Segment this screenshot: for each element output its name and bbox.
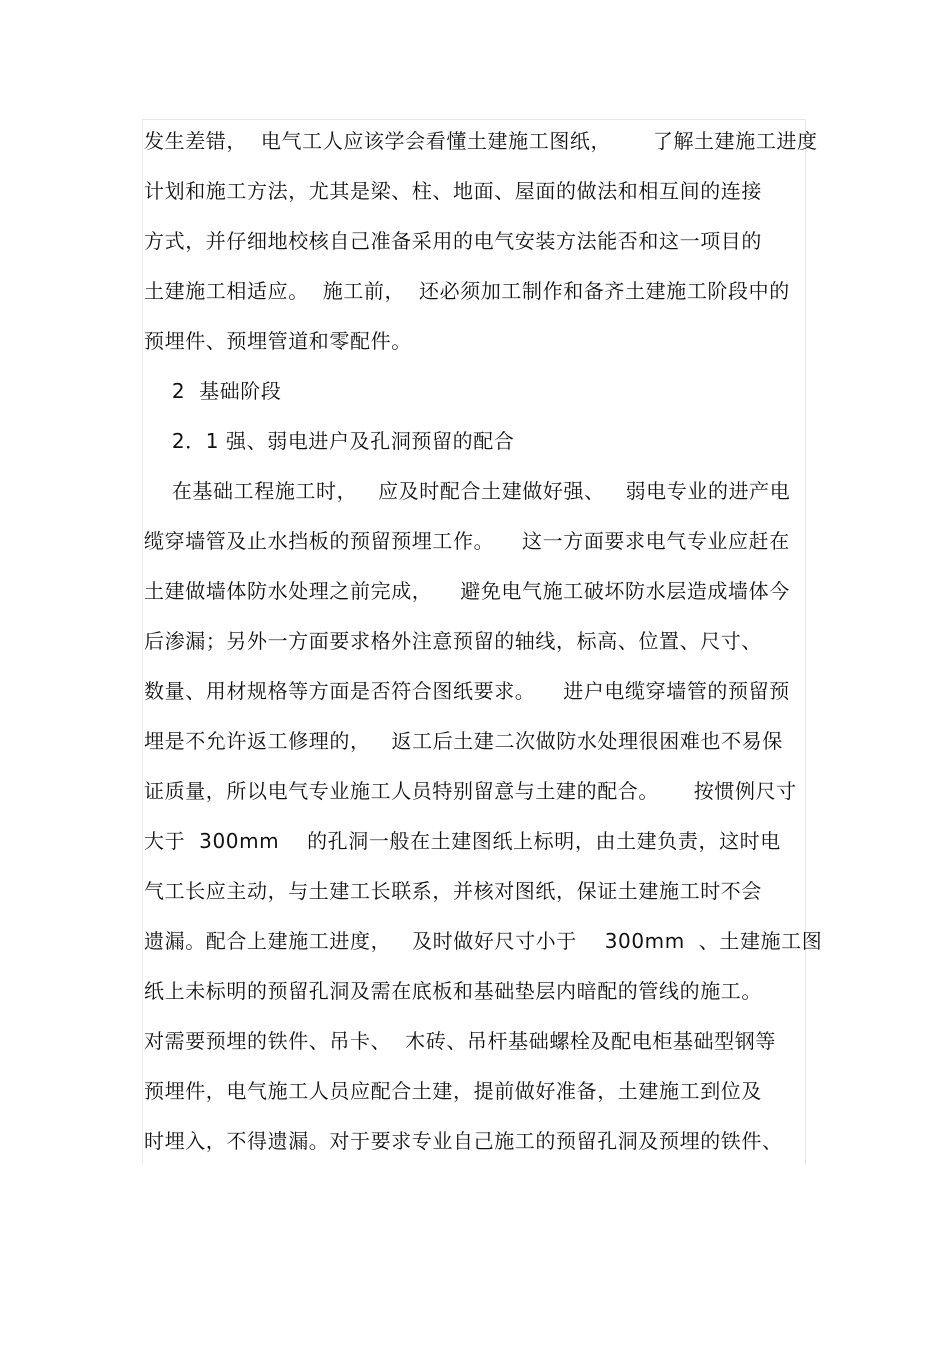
text-line: 埋是不允许返工修理的， 返工后土建二次做防水处理很困难也不易保 [144, 729, 783, 753]
text-line: 方式，并仔细地校核自己准备采用的电气安装方法能否和这一项目的 [144, 229, 762, 253]
text-line: 气工长应主动，与土建工长联系，并核对图纸，保证土建施工时不会 [144, 879, 762, 903]
text-line: 大于 300mm 的孔洞一般在土建图纸上标明，由土建负责，这时电 [144, 829, 781, 853]
text-line: 数量、用材规格等方面是否符合图纸要求。 进户电缆穿墙管的预留预 [144, 679, 790, 703]
text-line: 时埋入，不得遗漏。对于要求专业自己施工的预留孔洞及预埋的铁件、 [144, 1129, 783, 1153]
text-line: 预埋件，电气施工人员应配合土建，提前做好准备，土建施工到位及 [144, 1079, 762, 1103]
text-line: 发生差错， 电气工人应该学会看懂土建施工图纸， 了解土建施工进度 [144, 129, 818, 153]
text-line: 后渗漏；另外一方面要求格外注意预留的轴线，标高、位置、尺寸、 [144, 629, 762, 653]
text-line: 纸上未标明的预留孔洞及需在底板和基础垫层内暗配的管线的施工。 [144, 979, 762, 1003]
text-line: 计划和施工方法，尤其是梁、柱、地面、屋面的做法和相互间的连接 [144, 179, 762, 203]
text-line: 缆穿墙管及止水挡板的预留预埋工作。 这一方面要求电气专业应赶在 [144, 529, 790, 553]
text-line: 对需要预埋的铁件、吊卡、 木砖、吊杆基础螺栓及配电柜基础型钢等 [144, 1029, 776, 1053]
text-line: 预埋件、预埋管道和零配件。 [144, 329, 412, 353]
text-line: 土建做墙体防水处理之前完成， 避免电气施工破坏防水层造成墙体今 [144, 579, 790, 603]
text-line: 土建施工相适应。 施工前， 还必须加工制作和备齐土建施工阶段中的 [144, 279, 790, 303]
text-line: 在基础工程施工时， 应及时配合土建做好强、 弱电专业的进产电 [144, 479, 791, 503]
text-line: 遗漏。配合上建施工进度， 及时做好尺寸小于 300mm 、土建施工图 [144, 929, 823, 953]
text-line: 证质量，所以电气专业施工人员特别留意与土建的配合。 按惯例尺寸 [144, 779, 797, 803]
section-heading: 2 基础阶段 [144, 379, 282, 403]
subsection-heading: 2．1 强、弱电进户及孔洞预留的配合 [144, 429, 515, 453]
